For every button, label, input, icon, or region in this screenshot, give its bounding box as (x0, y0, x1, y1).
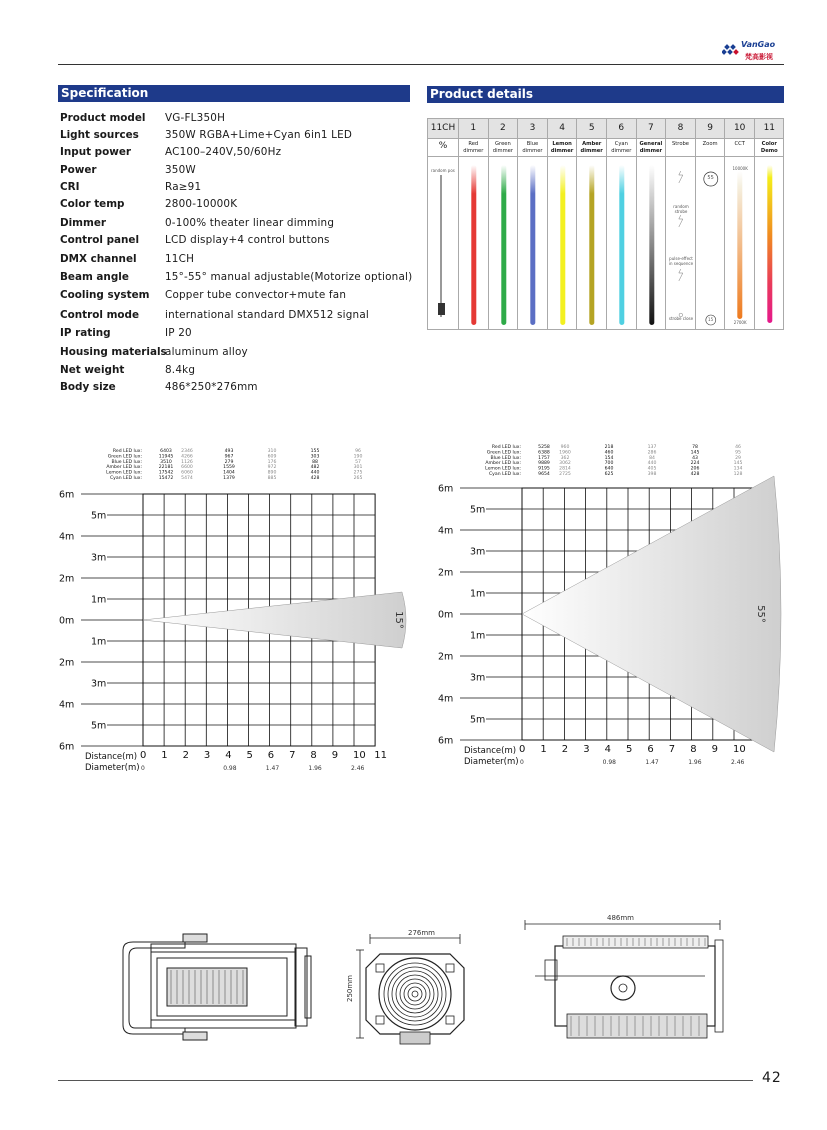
lux-value: 145 (690, 450, 700, 456)
dmx-channel-name: Zoom (695, 138, 725, 157)
spec-value: AC100–240V,50/60Hz (165, 146, 282, 158)
beam-y-tick: 2m (59, 657, 75, 669)
distance-tick: 4 (604, 744, 611, 755)
dmx-header-first: 11CH (430, 123, 456, 133)
lux-value: 96 (355, 449, 361, 454)
lux-value: 17542 (158, 470, 174, 476)
lux-value: 9195 (538, 466, 550, 472)
distance-tick: 5 (626, 744, 633, 755)
lux-value: 3510 (160, 459, 172, 465)
dimmer-bar-icon (548, 157, 578, 329)
dmx-channel-col (488, 157, 518, 329)
distance-tick: 10 (353, 750, 366, 761)
dmx-channel-col (754, 157, 784, 329)
spec-value: aluminum alloy (165, 346, 248, 358)
diameter-tick: 0.98 (602, 759, 616, 766)
lux-value: 134 (733, 466, 743, 472)
beam-y-tick: 3m (470, 672, 486, 684)
spec-value: LCD display+4 control buttons (165, 234, 330, 246)
lux-series-name: Cyan LED lux: (488, 472, 521, 477)
lux-value: 155 (310, 449, 320, 454)
dmx-header-ch: 1 (458, 119, 488, 138)
zoom-icon (696, 157, 726, 329)
lux-value: 6403 (160, 449, 172, 454)
lux-value: 3062 (559, 461, 571, 467)
spec-key: Power (60, 164, 97, 176)
beam-y-tick: 4m (438, 693, 454, 705)
beam-y-tick: 1m (91, 636, 107, 648)
spec-value: VG-FL350H (165, 112, 226, 124)
distance-tick: 0 (140, 750, 147, 761)
lux-value: 57 (355, 459, 361, 465)
dmx-channel-name: General dimmer (636, 138, 666, 157)
beam-y-tick: 4m (59, 699, 75, 711)
beam-y-tick: 0m (59, 615, 75, 627)
dmx-header-ch: 8 (665, 119, 695, 138)
page-number: 42 (762, 1070, 782, 1086)
lux-value: 6388 (538, 450, 550, 456)
beam-y-tick: 6m (59, 489, 75, 501)
spec-value: Ra≥91 (165, 181, 202, 193)
spec-key: Control mode (60, 309, 140, 321)
fixture-side-view (115, 930, 320, 1045)
spec-key: Input power (60, 146, 132, 158)
spec-key: Cooling system (60, 289, 150, 301)
dim-length-label: 486mm (607, 914, 634, 922)
distance-tick: 8 (690, 744, 697, 755)
beam-y-tick: 0m (438, 609, 454, 621)
lux-value: 95 (735, 450, 741, 456)
beam-y-tick: 5m (470, 714, 486, 726)
lux-value: 22181 (158, 465, 174, 471)
strobe-icon (666, 157, 696, 329)
lux-value: 493 (224, 449, 234, 454)
lux-value: 279 (224, 459, 234, 465)
spec-value: international standard DMX512 signal (165, 309, 369, 321)
diameter-tick: 1.96 (308, 765, 322, 772)
distance-tick: 7 (289, 750, 296, 761)
logo-text: VanGao (741, 40, 776, 49)
spec-section-title: Specification (58, 85, 410, 102)
diameter-tick: 0.98 (223, 765, 237, 772)
beam-y-tick: 3m (91, 552, 107, 564)
color-demo-bar-icon (755, 157, 785, 329)
dmx-header-ch: 3 (517, 119, 547, 138)
dmx-channel-table (427, 118, 784, 330)
lux-series-name: Amber LED lux: (106, 465, 142, 471)
lux-value: 4266 (181, 454, 193, 460)
dmx-sub-first: % (428, 138, 458, 157)
lux-value: 137 (647, 445, 657, 450)
lux-value: 6600 (181, 465, 193, 471)
logo-cn: 梵高影视 (745, 53, 773, 61)
distance-tick: 2 (182, 750, 189, 761)
dmx-channel-name: Cyan dimmer (606, 138, 636, 157)
lux-value: 398 (647, 472, 657, 477)
dmx-channel-col (665, 157, 695, 329)
beam-y-tick: 5m (91, 510, 107, 522)
dmx-header-ch: 5 (576, 119, 606, 138)
lux-value: 890 (267, 470, 277, 476)
cct-bottom-value: 2700K (733, 320, 747, 325)
dimmer-bar-icon (577, 157, 607, 329)
spec-key: Product model (60, 112, 146, 124)
lux-value: 2814 (559, 466, 571, 472)
lux-value: 29 (735, 455, 741, 461)
beam-y-tick: 3m (470, 546, 486, 558)
lux-series-name: Lemon LED lux: (485, 466, 521, 472)
zoom-bottom-value: 15 (708, 317, 714, 322)
beam-y-tick: 4m (438, 525, 454, 537)
lux-series-name: Green LED lux: (107, 454, 142, 460)
diameter-tick: 0 (520, 759, 524, 766)
lux-value: 5474 (181, 476, 193, 481)
beam-y-tick: 5m (470, 504, 486, 516)
spec-value: IP 20 (165, 327, 192, 339)
beam-y-tick: 1m (470, 630, 486, 642)
lux-series-name: Green LED lux: (486, 450, 521, 456)
diameter-tick: 1.47 (645, 759, 659, 766)
lux-value: 88 (312, 459, 318, 465)
dmx-header-row (428, 119, 783, 139)
lux-value: 303 (310, 454, 320, 460)
dmx-header-ch: 11 (754, 119, 784, 138)
dmx-header-ch: 7 (636, 119, 666, 138)
distance-tick: 5 (246, 750, 253, 761)
dmx-header-ch: 9 (695, 119, 725, 138)
spec-key: Housing materials (60, 346, 167, 358)
spec-value: 8.4kg (165, 364, 196, 376)
spec-value: Copper tube convector+mute fan (165, 289, 347, 301)
distance-tick: 9 (331, 750, 339, 761)
dmx-channel-name: Strobe (665, 138, 695, 157)
lux-value: 265 (353, 476, 363, 481)
lux-value: 6060 (181, 470, 193, 476)
spec-key: Body size (60, 381, 116, 393)
lux-value: 145 (733, 461, 743, 467)
lux-value: 2725 (559, 472, 571, 477)
spec-value: 2800-10000K (165, 198, 238, 210)
dmx-header-ch: 6 (606, 119, 636, 138)
lux-value: 5258 (538, 445, 550, 450)
zoom-top-value: 55 (707, 175, 714, 181)
logo-mark-icon (722, 42, 740, 60)
cct-top-value: 10000K (732, 166, 748, 171)
dmx-channel-name: Green dimmer (488, 138, 518, 157)
lux-value: 1379 (223, 476, 235, 481)
lux-value: 190 (353, 454, 363, 460)
beam-y-tick: 3m (91, 678, 107, 690)
brand-logo (722, 40, 784, 66)
dmx-channel-name: Red dimmer (458, 138, 488, 157)
general-dimmer-bar-icon (637, 157, 667, 329)
distance-tick: 1 (540, 744, 547, 755)
lux-value: 11945 (158, 454, 174, 460)
lux-value: 440 (647, 461, 657, 467)
lux-value: 176 (267, 459, 277, 465)
diameter-label: Diameter(m) (464, 757, 519, 767)
lux-value: 15472 (158, 476, 174, 481)
lux-series-name: Red LED lux: (112, 449, 142, 454)
spec-key: Control panel (60, 234, 140, 246)
lux-value: 609 (267, 454, 277, 460)
beam-y-tick: 4m (59, 531, 75, 543)
spec-value: 11CH (165, 253, 195, 265)
lux-series-name: Blue LED lux: (111, 459, 142, 465)
dmx-channel-col (606, 157, 636, 329)
lux-value: 885 (267, 476, 277, 481)
spec-key: IP rating (60, 327, 111, 339)
distance-tick: 9 (711, 744, 718, 755)
lux-value: 310 (267, 449, 277, 454)
beam-y-tick: 1m (470, 588, 486, 600)
dmx-channel-name: CCT (724, 138, 754, 157)
beam-y-tick: 6m (438, 483, 454, 495)
beam-diagram-55 (438, 440, 798, 775)
dmx-channel-col (724, 157, 754, 329)
lux-value: 206 (690, 466, 700, 472)
spec-key: Beam angle (60, 271, 129, 283)
beam-y-tick: 6m (59, 741, 75, 753)
lux-value: 428 (690, 472, 700, 477)
dmx-fader-col (428, 157, 458, 329)
distance-tick: 11 (374, 750, 388, 761)
lux-value: 625 (604, 472, 614, 477)
cct-bar-icon (725, 157, 755, 329)
spec-value: 486*250*276mm (165, 381, 258, 393)
spec-key: DMX channel (60, 253, 137, 265)
distance-tick: 1 (161, 750, 168, 761)
lux-value: 218 (604, 445, 614, 450)
lux-value: 405 (647, 466, 657, 472)
beam-y-tick: 1m (91, 594, 107, 606)
spec-key: Dimmer (60, 217, 107, 229)
lux-value: 967 (224, 454, 234, 460)
lux-value: 440 (310, 470, 320, 476)
beam-angle-label: 55° (755, 605, 766, 623)
dim-depth-label: 276mm (408, 929, 435, 937)
fader-label: random pos (431, 168, 455, 173)
fixture-top-view (515, 910, 730, 1045)
footer-rule (58, 1080, 753, 1081)
dmx-channel-col (547, 157, 577, 329)
diameter-tick: 1.47 (265, 765, 280, 772)
dmx-header-ch: 2 (488, 119, 518, 138)
lux-series-name: Amber LED lux: (485, 461, 521, 467)
diameter-tick: 2.46 (731, 759, 745, 766)
beam-y-tick: 2m (438, 567, 454, 579)
distance-tick: 3 (583, 744, 590, 755)
lux-value: 960 (560, 445, 570, 450)
dmx-channel-col (458, 157, 488, 329)
lux-value: 154 (604, 455, 614, 461)
lux-value: 301 (353, 465, 363, 471)
distance-tick: 4 (225, 750, 232, 761)
spec-value: 15°-55° manual adjustable(Motorize optional) (165, 271, 413, 283)
distance-tick: 10 (733, 744, 746, 755)
dmx-channel-col (636, 157, 666, 329)
lux-value: 1559 (223, 465, 235, 471)
diameter-tick: 1.96 (688, 759, 702, 766)
lux-value: 428 (310, 476, 320, 481)
lux-series-name: Red LED lux: (491, 445, 521, 450)
dmx-channel-col (517, 157, 547, 329)
lux-value: 1757 (538, 455, 550, 461)
dimmer-bar-icon (607, 157, 637, 329)
dmx-channel-col (576, 157, 606, 329)
distance-tick: 8 (310, 750, 317, 761)
distance-tick: 3 (203, 750, 211, 761)
lux-value: 482 (310, 465, 320, 471)
product-section-title: Product details (427, 86, 784, 103)
lux-value: 78 (692, 445, 698, 450)
dim-height-label: 250mm (346, 975, 354, 1002)
strobe-note: pulse-effect in sequence (668, 256, 694, 266)
lux-value: 84 (649, 455, 655, 461)
strobe-note: random strobe (673, 204, 689, 214)
spec-value: 350W (165, 164, 196, 176)
dmx-channel-name: Color Demo (754, 138, 784, 157)
distance-tick: 7 (668, 744, 676, 755)
lux-value: 362 (560, 455, 570, 461)
spec-key: Color temp (60, 198, 125, 210)
dimmer-bar-icon (489, 157, 519, 329)
lux-value: 286 (647, 450, 657, 456)
lux-series-name: Lemon LED lux: (106, 470, 142, 476)
dimmer-bar-icon (518, 157, 548, 329)
diameter-tick: 0 (141, 765, 145, 772)
beam-y-tick: 5m (91, 720, 107, 732)
distance-label: Distance(m) (85, 752, 138, 762)
strobe-note: strobe close (668, 316, 694, 321)
lux-value: 9654 (538, 472, 550, 477)
lux-series-name: Blue LED lux: (490, 455, 521, 461)
lux-value: 640 (604, 466, 614, 472)
beam-y-tick: 2m (59, 573, 75, 585)
dmx-channel-name: Amber dimmer (576, 138, 606, 157)
beam-y-tick: 6m (438, 735, 454, 747)
beam-y-tick: 2m (438, 651, 454, 663)
spec-value: 350W RGBA+Lime+Cyan 6in1 LED (165, 129, 353, 141)
distance-tick: 0 (519, 744, 526, 755)
beam-angle-label: 15° (393, 611, 404, 629)
distance-tick: 6 (647, 744, 654, 755)
beam-diagram-15 (58, 440, 418, 775)
lux-value: 972 (267, 465, 277, 471)
dmx-channel-name: Lemon dimmer (547, 138, 577, 157)
dmx-header-ch: 10 (724, 119, 754, 138)
spec-key: Net weight (60, 364, 125, 376)
dmx-channel-name: Blue dimmer (517, 138, 547, 157)
fader-icon (428, 157, 458, 329)
lux-series-name: Cyan LED lux: (109, 476, 142, 481)
header-rule (58, 64, 784, 65)
distance-tick: 6 (267, 750, 275, 761)
diameter-tick: 2.46 (351, 765, 365, 772)
lux-value: 9889 (538, 461, 550, 467)
lux-value: 2346 (181, 449, 193, 454)
lux-value: 275 (353, 470, 363, 476)
lux-value: 128 (733, 472, 743, 477)
lux-value: 224 (690, 461, 700, 467)
lux-value: 1404 (223, 470, 235, 476)
lux-value: 700 (604, 461, 614, 467)
spec-key: Light sources (60, 129, 139, 141)
spec-key: CRI (60, 181, 80, 193)
distance-tick: 2 (561, 744, 569, 755)
spec-value: 0-100% theater linear dimming (165, 217, 335, 229)
distance-label: Distance(m) (464, 746, 517, 756)
lux-value: 43 (692, 455, 698, 461)
dmx-header-ch: 4 (547, 119, 577, 138)
fixture-front-view (340, 920, 480, 1050)
dmx-channel-col (695, 157, 725, 329)
lux-value: 460 (604, 450, 614, 456)
diameter-label: Diameter(m) (85, 763, 140, 773)
lux-value: 46 (735, 445, 741, 450)
lux-value: 1960 (559, 450, 571, 456)
dimmer-bar-icon (459, 157, 489, 329)
lux-value: 1126 (181, 459, 193, 465)
